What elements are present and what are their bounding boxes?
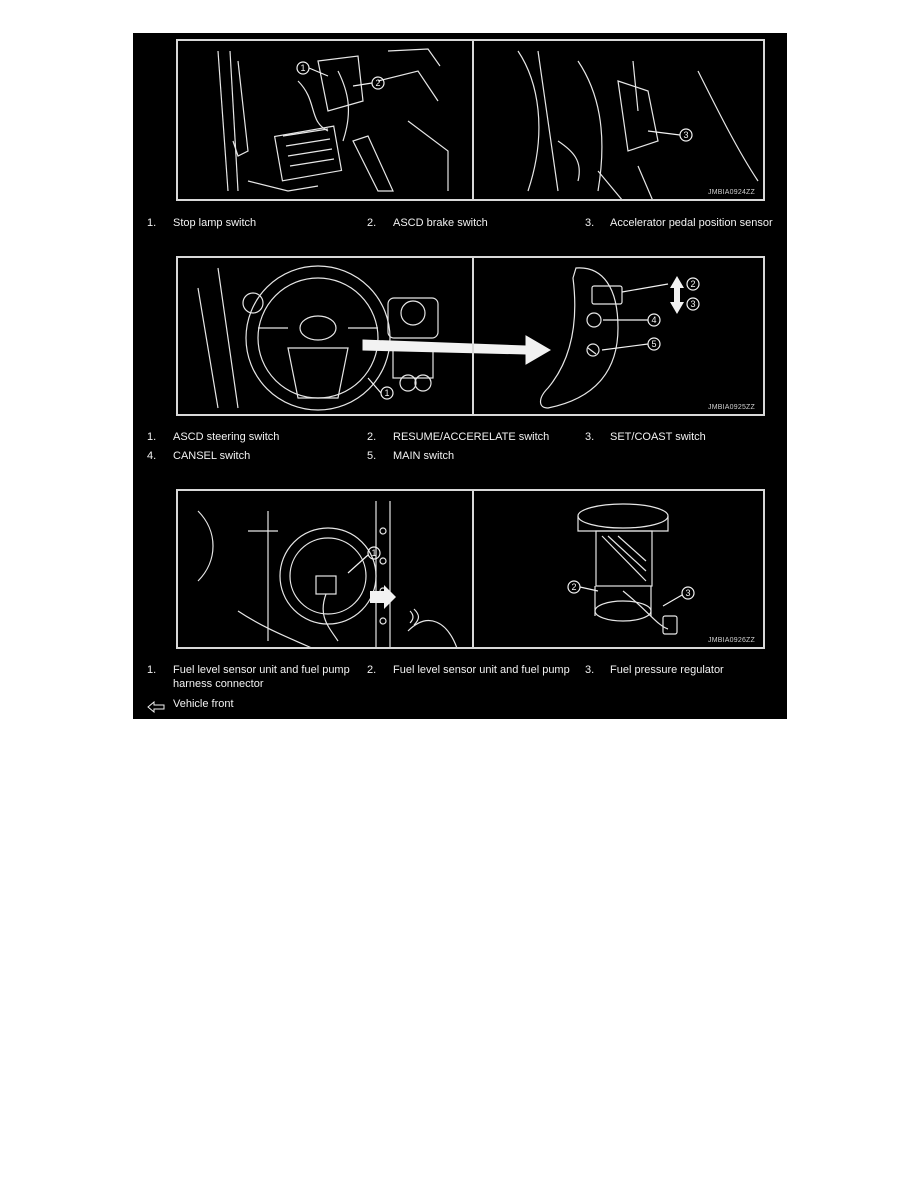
legend-number: 1. <box>147 664 157 676</box>
panel-divider <box>472 258 474 414</box>
legend-number: 4. <box>147 450 157 462</box>
legend-label: Fuel pressure regulator <box>610 664 724 676</box>
callout-3: 3 <box>685 588 691 598</box>
legend-number: 2. <box>367 664 377 676</box>
figure-2-illustration <box>176 256 765 416</box>
figure-code: JMBIA0925ZZ <box>708 404 755 411</box>
panel-divider <box>472 41 474 199</box>
callout-1: 1 <box>384 388 390 398</box>
callout-2: 2 <box>690 279 696 289</box>
legend-number: 3. <box>585 664 595 676</box>
legend-number: 1. <box>147 217 157 229</box>
legend-label: CANSEL switch <box>173 450 251 462</box>
legend-label: Fuel level sensor unit and fuel pump <box>173 664 350 676</box>
callout-2: 2 <box>375 78 381 88</box>
service-manual-page <box>133 33 787 719</box>
panel-divider <box>472 491 474 647</box>
figure-1-legend <box>133 216 787 232</box>
legend-label: ASCD brake switch <box>393 217 488 229</box>
callout-5: 5 <box>651 339 657 349</box>
legend-label: SET/COAST switch <box>610 431 706 443</box>
figure-code: JMBIA0926ZZ <box>708 637 755 644</box>
callout-1: 1 <box>371 548 377 558</box>
legend-number: 2. <box>367 431 377 443</box>
callout-2: 2 <box>571 582 577 592</box>
figure-1-illustration <box>176 39 765 201</box>
legend-number: 1. <box>147 431 157 443</box>
legend-number: 3. <box>585 431 595 443</box>
figure-3-illustration <box>176 489 765 649</box>
callout-1: 1 <box>300 63 306 73</box>
legend-label: ASCD steering switch <box>173 431 280 443</box>
legend-number: 3. <box>585 217 595 229</box>
legend-label: Fuel level sensor unit and fuel pump <box>393 664 570 676</box>
legend-label: MAIN switch <box>393 450 455 462</box>
figure-code: JMBIA0924ZZ <box>708 189 755 196</box>
legend-label: Accelerator pedal position sensor <box>610 217 773 229</box>
legend-label: Stop lamp switch <box>173 217 257 229</box>
legend-number: 2. <box>367 217 377 229</box>
figure-2-legend <box>133 430 787 464</box>
callout-3: 3 <box>683 130 689 140</box>
callout-3: 3 <box>690 299 696 309</box>
legend-number: 5. <box>367 450 377 462</box>
figure-3-legend <box>133 663 787 693</box>
legend-label: RESUME/ACCERELATE switch <box>393 431 550 443</box>
vehicle-front-label: Vehicle front <box>173 698 234 710</box>
legend-label-continued: harness connector <box>173 678 264 690</box>
callout-4: 4 <box>651 315 657 325</box>
vehicle-front-arrow-icon <box>147 701 165 713</box>
